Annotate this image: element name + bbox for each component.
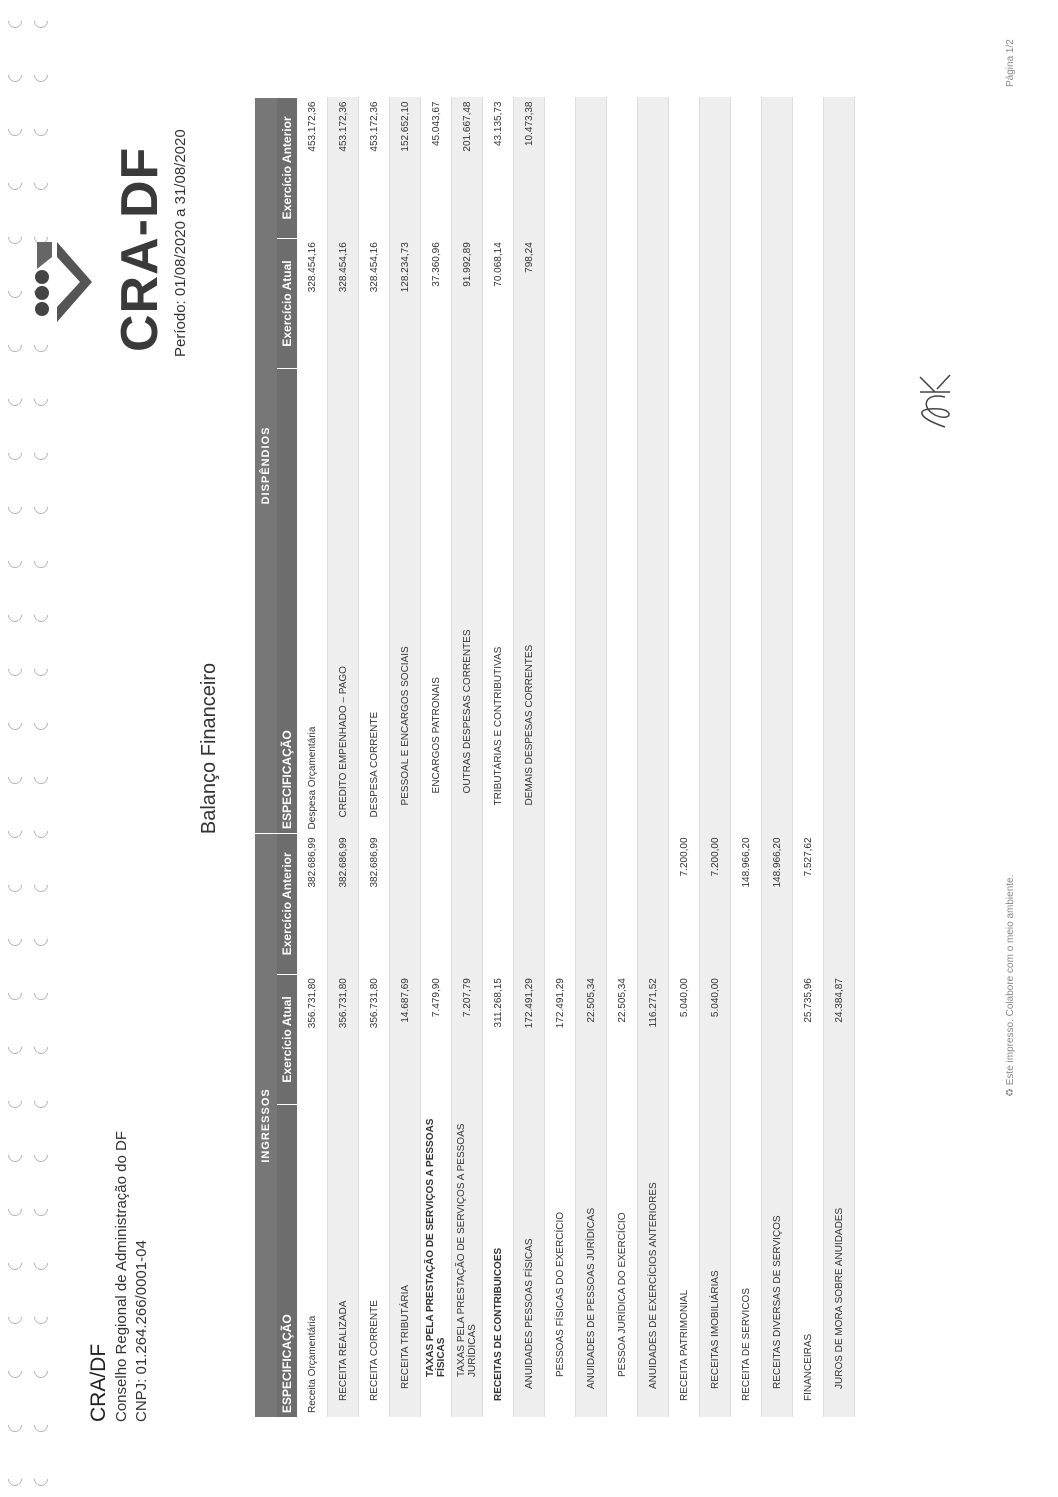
cell-in-ant: 7.200,00 xyxy=(669,833,700,974)
group-dispendios: DISPÊNDIOS xyxy=(255,98,277,834)
cell-in-ant: 148.966,20 xyxy=(731,833,762,974)
table-row xyxy=(390,98,421,1418)
table-row xyxy=(359,98,390,1418)
cell-in-ant xyxy=(390,833,421,974)
page-title: Balanço Financeiro xyxy=(198,662,220,835)
cell-in-spec: ANUIDADES PESSOAS FÍSICAS xyxy=(514,1105,545,1417)
table-row xyxy=(731,98,762,1418)
table-row xyxy=(607,98,638,1418)
cell-in-spec: RECEITAS IMOBILIÁRIAS xyxy=(700,1105,731,1417)
footer-note: ♻ Este impresso. Colabore com o meio ambiente. xyxy=(1005,874,1016,1097)
table-row xyxy=(545,98,576,1418)
cell-in-atual: 7.207,79 xyxy=(452,974,483,1105)
cell-out-ant xyxy=(700,98,731,239)
cell-in-atual: 22.505,34 xyxy=(607,974,638,1105)
cell-out-spec: DEMAIS DESPESAS CORRENTES xyxy=(514,369,545,834)
org-name: Conselho Regional de Administração do DF xyxy=(113,1131,131,1422)
cell-in-ant xyxy=(421,833,452,974)
cell-out-ant: 453.172,36 xyxy=(297,98,328,239)
cell-in-atual: 116.271,52 xyxy=(638,974,669,1105)
col-anterior-out: Exercício Anterior xyxy=(277,98,297,239)
cell-in-spec: RECEITA PATRIMONIAL xyxy=(669,1105,700,1417)
cell-out-spec: Despesa Orçamentária xyxy=(297,369,328,834)
signature-icon xyxy=(905,367,965,437)
col-atual-out: Exercício Atual xyxy=(277,238,297,369)
cell-in-spec: RECEITAS DE CONTRIBUICOES xyxy=(483,1105,514,1417)
cell-out-spec xyxy=(607,369,638,834)
cell-in-ant: 382.686,99 xyxy=(359,833,390,974)
cell-in-spec: TAXAS PELA PRESTAÇÃO DE SERVIÇOS A PESSOAS FÍSICAS xyxy=(421,1105,452,1417)
cell-out-spec xyxy=(545,369,576,834)
cell-in-ant: 7.527,62 xyxy=(793,833,824,974)
cell-out-spec xyxy=(762,369,793,834)
org-cnpj: CNPJ: 01.264.266/0001-04 xyxy=(132,1240,150,1422)
cell-in-spec: RECEITA TRIBUTÁRIA xyxy=(390,1105,421,1417)
cell-in-ant: 148.966,20 xyxy=(762,833,793,974)
cell-out-ant xyxy=(762,98,793,239)
org-header xyxy=(85,1131,151,1422)
cell-out-atual: 328.454,16 xyxy=(359,238,390,369)
cell-out-ant: 10.473,38 xyxy=(514,98,545,239)
table-row xyxy=(793,98,824,1418)
cell-out-atual: 798,24 xyxy=(514,238,545,369)
cell-out-atual xyxy=(669,238,700,369)
cell-out-atual: 91.992,89 xyxy=(452,238,483,369)
cell-in-spec: RECEITA DE SERVICOS xyxy=(731,1105,762,1417)
cell-out-spec xyxy=(793,369,824,834)
cell-in-atual: 356.731,80 xyxy=(359,974,390,1105)
cell-in-spec: FINANCEIRAS xyxy=(793,1105,824,1417)
table-row xyxy=(669,98,700,1418)
cell-out-ant: 152.652,10 xyxy=(390,98,421,239)
cell-in-spec: Receita Orçamentária xyxy=(297,1105,328,1417)
table-row xyxy=(483,98,514,1418)
table-row xyxy=(297,98,328,1418)
cell-out-atual: 328.454,16 xyxy=(328,238,359,369)
cell-in-spec: JUROS DE MORA SOBRE ANUIDADES xyxy=(824,1105,855,1417)
cell-out-spec xyxy=(700,369,731,834)
cell-out-atual xyxy=(638,238,669,369)
cell-out-spec xyxy=(669,369,700,834)
cell-in-atual: 356.731,80 xyxy=(328,974,359,1105)
signature xyxy=(905,367,970,437)
cell-in-ant: 7.200,00 xyxy=(700,833,731,974)
table-row xyxy=(824,98,855,1418)
cell-out-spec: TRIBUTÁRIAS E CONTRIBUTIVAS xyxy=(483,369,514,834)
cell-out-spec: ENCARGOS PATRONAIS xyxy=(421,369,452,834)
cell-in-atual: 14.687,69 xyxy=(390,974,421,1105)
cell-out-ant xyxy=(576,98,607,239)
cell-out-atual xyxy=(793,238,824,369)
table-row xyxy=(421,98,452,1418)
cell-out-ant xyxy=(793,98,824,239)
col-atual-in: Exercício Atual xyxy=(277,974,297,1105)
cell-in-atual xyxy=(731,974,762,1105)
cell-out-atual xyxy=(607,238,638,369)
cell-in-ant: 382.686,99 xyxy=(297,833,328,974)
cell-in-spec: PESSOA JURÍDICA DO EXERCÍCIO xyxy=(607,1105,638,1417)
cell-in-atual: 311.268,15 xyxy=(483,974,514,1105)
cell-out-spec xyxy=(638,369,669,834)
cell-in-spec: RECEITA REALIZADA xyxy=(328,1105,359,1417)
cell-in-atual: 356.731,80 xyxy=(297,974,328,1105)
cell-in-spec: PESSOAS FÍSICAS DO EXERCÍCIO xyxy=(545,1105,576,1417)
cell-out-atual xyxy=(545,238,576,369)
table-row xyxy=(638,98,669,1418)
logo-text: CRA-DF xyxy=(111,146,169,352)
cell-in-atual: 172.491,29 xyxy=(545,974,576,1105)
cell-out-atual xyxy=(824,238,855,369)
cell-out-atual: 328.454,16 xyxy=(297,238,328,369)
cell-out-spec xyxy=(576,369,607,834)
cell-out-ant xyxy=(607,98,638,239)
cell-in-spec: ANUIDADES DE PESSOAS JURÍDICAS xyxy=(576,1105,607,1417)
cell-out-spec xyxy=(824,369,855,834)
cell-in-ant: 382.686,99 xyxy=(328,833,359,974)
cell-in-atual: 25.735,96 xyxy=(793,974,824,1105)
balanco-table xyxy=(255,97,855,1417)
table-row xyxy=(576,98,607,1418)
cell-in-atual: 5.040,00 xyxy=(700,974,731,1105)
org-abbr: CRA/DF xyxy=(87,1343,110,1422)
cell-out-ant xyxy=(731,98,762,239)
cell-in-ant xyxy=(452,833,483,974)
cell-in-ant xyxy=(545,833,576,974)
cell-in-spec: RECEITA CORRENTE xyxy=(359,1105,390,1417)
table-row xyxy=(700,98,731,1418)
cell-out-atual: 128.234,73 xyxy=(390,238,421,369)
col-anterior-in: Exercício Anterior xyxy=(277,833,297,974)
cell-in-ant xyxy=(483,833,514,974)
cell-out-ant: 45.043,67 xyxy=(421,98,452,239)
table-row xyxy=(762,98,793,1418)
cell-out-ant xyxy=(638,98,669,239)
cell-out-atual xyxy=(731,238,762,369)
col-spec-in: ESPECIFICAÇÃO xyxy=(277,1105,297,1417)
cell-in-spec: RECEITAS DIVERSAS DE SERVIÇOS xyxy=(762,1105,793,1417)
cell-out-ant xyxy=(824,98,855,239)
table-row xyxy=(328,98,359,1418)
cell-out-spec: OUTRAS DESPESAS CORRENTES xyxy=(452,369,483,834)
cell-in-ant xyxy=(824,833,855,974)
cell-out-spec xyxy=(731,369,762,834)
table-row xyxy=(514,98,545,1418)
cell-in-atual: 5.040,00 xyxy=(669,974,700,1105)
cell-in-atual: 7.479,90 xyxy=(421,974,452,1105)
cell-out-ant: 201.667,48 xyxy=(452,98,483,239)
period-label: Período: 01/08/2020 a 31/08/2020 xyxy=(172,129,189,357)
col-spec-out: ESPECIFICAÇÃO xyxy=(277,369,297,834)
cell-out-spec: PESSOAL E ENCARGOS SOCIAIS xyxy=(390,369,421,834)
cell-out-spec: DESPESA CORRENTE xyxy=(359,369,390,834)
cell-in-ant xyxy=(576,833,607,974)
cell-out-spec: CREDITO EMPENHADO – PAGO xyxy=(328,369,359,834)
footer-text: Este impresso. Colabore com o meio ambiente. xyxy=(1005,874,1016,1086)
cell-out-ant xyxy=(669,98,700,239)
logo-mark-icon xyxy=(32,237,102,327)
cell-out-ant xyxy=(545,98,576,239)
cell-out-ant: 453.172,36 xyxy=(328,98,359,239)
cell-out-ant: 453.172,36 xyxy=(359,98,390,239)
cell-in-atual xyxy=(762,974,793,1105)
cell-out-atual: 70.068,14 xyxy=(483,238,514,369)
cell-in-atual: 22.505,34 xyxy=(576,974,607,1105)
cell-in-ant xyxy=(638,833,669,974)
table-row xyxy=(452,98,483,1418)
cell-in-atual: 24.384,87 xyxy=(824,974,855,1105)
cell-in-spec: TAXAS PELA PRESTAÇÃO DE SERVIÇOS A PESSOAS JURÍDICAS xyxy=(452,1105,483,1417)
cell-out-atual xyxy=(576,238,607,369)
cell-out-atual xyxy=(700,238,731,369)
page-number: Página 1/2 xyxy=(1005,39,1016,87)
cell-in-ant xyxy=(514,833,545,974)
cell-out-atual xyxy=(762,238,793,369)
cell-out-atual: 37.360,96 xyxy=(421,238,452,369)
cell-in-ant xyxy=(607,833,638,974)
cell-in-spec: ANUIDADES DE EXERCÍCIOS ANTERIORES xyxy=(638,1105,669,1417)
cell-out-ant: 43.135,73 xyxy=(483,98,514,239)
group-ingressos: INGRESSOS xyxy=(255,833,277,1417)
cell-in-atual: 172.491,29 xyxy=(514,974,545,1105)
